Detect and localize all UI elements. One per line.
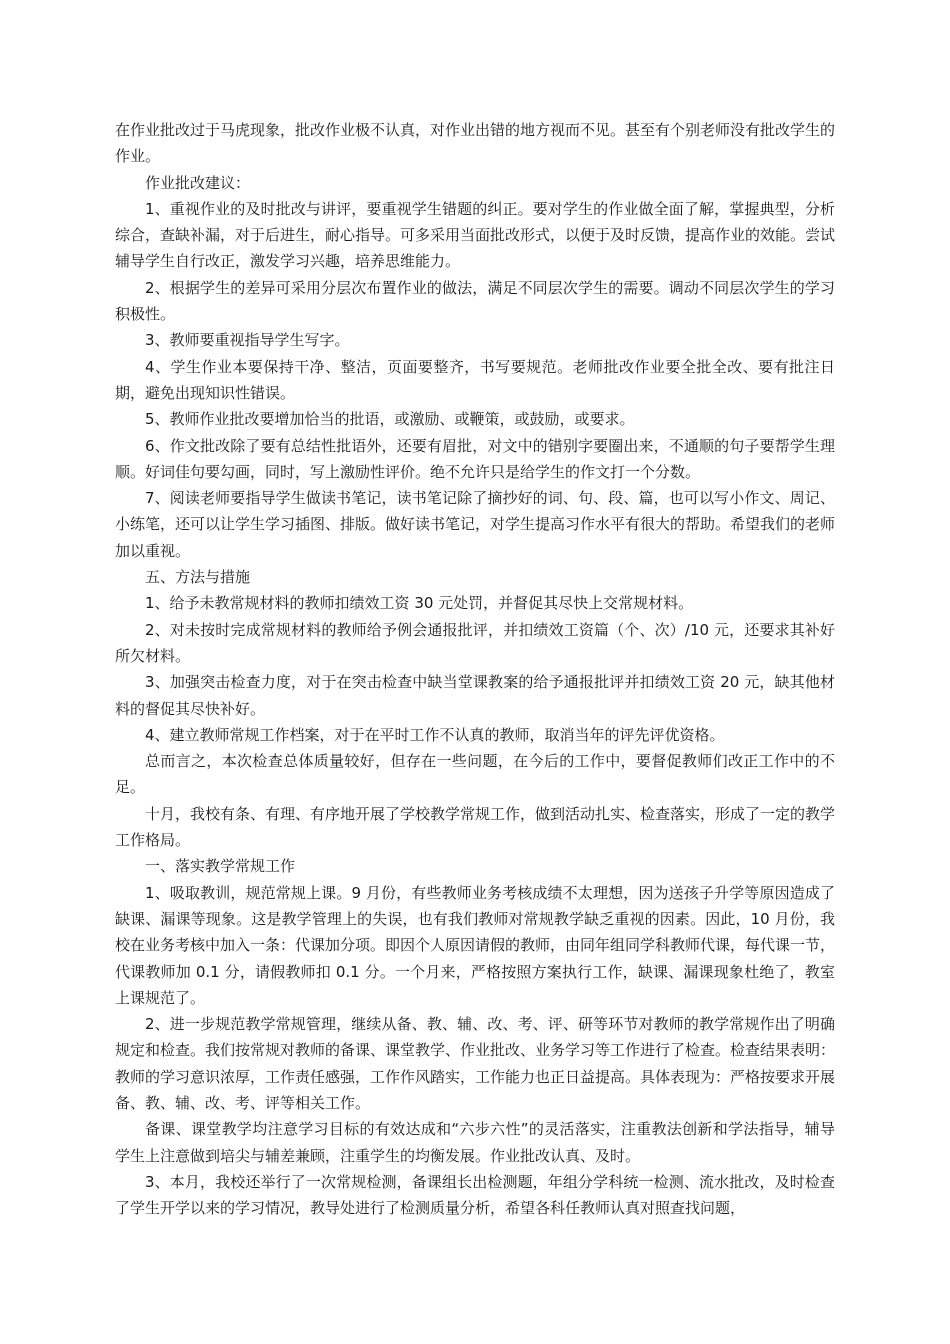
- section-heading: 五、方法与措施: [145, 568, 251, 587]
- paragraph: 备课、课堂教学均注意学习目标的有效达成和“六步六性”的灵活落实，注重教法创新和学法指导，辅导学生上注意做到培尖与辅差兼顾，注重学生的均衡发展。作业批改认真、及时。: [115, 1120, 835, 1165]
- paragraph: 2、进一步规范教学常规管理，继续从备、教、辅、改、考、评、研等环节对教师的教学常规作出了明确规定和检查。我们按常规对教师的备课、课堂教学、作业批改、业务学习等工作进行了检查。检查结果表明：教师的学习意识浓厚，工作责任感强，工作作风踏实，工作能力也正日益提高。具体表现为：严格按要求开展备、教、辅、改、考、评等相关工作。: [115, 1015, 836, 1112]
- paragraph: 总而言之，本次检查总体质量较好，但存在一些问题，在今后的工作中，要督促教师们改正工作中的不足。: [115, 752, 835, 797]
- paragraph: 2、根据学生的差异可采用分层次布置作业的做法，满足不同层次学生的需要。调动不同层次学生的学习积极性。: [115, 278, 835, 324]
- paragraph: 十月，我校有条、有理、有序地开展了学校教学常规工作，做到活动扎实、检查落实，形成了一定的教学工作格局。: [115, 804, 836, 850]
- paragraph: 2、对未按时完成常规材料的教师给予例会通报批评，并扣绩效工资篇（个、次）/10 元，还要求其补好所欠材料。: [115, 620, 835, 665]
- paragraph: 5、教师作业批改要增加恰当的批语，或激励、或鞭策，或鼓励，或要求。: [145, 410, 635, 429]
- paragraph: 6、作文批改除了要有总结性批语外，还要有眉批，对文中的错别字要圈出来，不通顺的句子要帮学生理顺。好词佳句要勾画，同时，写上激励性评价。绝不允许只是给学生的作文打一个分数。: [115, 436, 835, 481]
- paragraph: 1、给予未教常规材料的教师扣绩效工资 30 元处罚，并督促其尽快上交常规材料。: [145, 594, 694, 613]
- paragraph: 4、学生作业本要保持干净、整洁，页面要整齐，书写要规范。老师批改作业要全批全改、要有批注日期，避免出现知识性错误。: [115, 357, 835, 402]
- paragraph: 7、阅读老师要指导学生做读书笔记，读书笔记除了摘抄好的词、句、段、篇，也可以写小作文、周记、小练笔，还可以让学生学习插图、排版。做好读书笔记，对学生提高习作水平有很大的帮助。希望我们的老师加以重视。: [115, 489, 836, 560]
- section-heading: 一、落实教学常规工作: [145, 857, 296, 876]
- paragraph: 作业批改建议：: [145, 173, 251, 192]
- paragraph: 4、建立教师常规工作档案，对于在平时工作不认真的教师，取消当年的评先评优资格。: [145, 725, 725, 744]
- document-page: [115, 117, 835, 1221]
- paragraph: 3、教师要重视指导学生写字。: [145, 331, 350, 350]
- paragraph: 1、重视作业的及时批改与讲评，要重视学生错题的纠正。要对学生的作业做全面了解，掌握典型，分析综合，查缺补漏，对于后进生，耐心指导。可多采用当面批改形式，以便于及时反馈，提高作业的效能。尝试辅导学生自行改正，激发学习兴趣，培养思维能力。: [115, 199, 836, 271]
- paragraph: 1、吸取教训，规范常规上课。9 月份，有些教师业务考核成绩不太理想，因为送孩子升学等原因造成了缺课、漏课等现象。这是教学管理上的失误，也有我们教师对常规教学缺乏重视的因素。因此，10 月份，我校在业务考核中加入一条：代课加分项。即因个人原因请假的教师，由同年组同学科教师代课，每代课一节，代课教师加 0.1 分，请假教师扣 0.1 分。一个月来，严格按照方案执行工作，缺课、漏课现象杜绝了，教室上课规范了。: [115, 883, 836, 1007]
- paragraph: 3、本月，我校还举行了一次常规检测，备课组长出检测题，年组分学科统一检测、流水批改，及时检查了学生开学以来的学习情况，教导处进行了检测质量分析，希望各科任教师认真对照查找问题，: [115, 1172, 835, 1218]
- paragraph: 3、加强突击检查力度，对于在突击检查中缺当堂课教案的给予通报批评并扣绩效工资 20 元，缺其他材料的督促其尽快补好。: [115, 673, 835, 718]
- paragraph: 在作业批改过于马虎现象，批改作业极不认真，对作业出错的地方视而不见。甚至有个别老师没有批改学生的作业。: [115, 121, 836, 166]
